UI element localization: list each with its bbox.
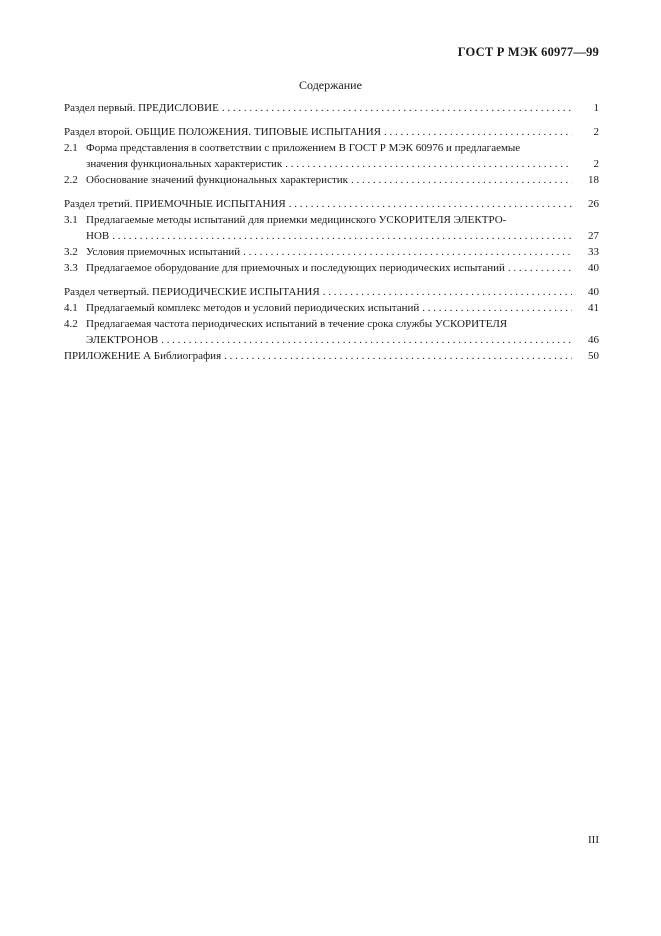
toc-entry-line	[64, 196, 599, 212]
toc-dot-leader	[224, 348, 572, 364]
table-of-contents	[64, 100, 599, 364]
toc-entry-number: 3.3	[64, 262, 78, 274]
toc-entry-text: Предлагаемый комплекс методов и условий периодических испытаний	[86, 302, 420, 314]
document-code: ГОСТ Р МЭК 60977—99	[457, 45, 599, 59]
toc-entry-line	[64, 124, 599, 140]
toc-entry-line	[64, 172, 599, 188]
toc-entry[interactable]	[64, 316, 599, 348]
toc-entry-line	[64, 228, 599, 244]
toc-dot-leader	[112, 228, 572, 244]
toc-dot-leader	[351, 172, 572, 188]
toc-entry[interactable]	[64, 348, 599, 364]
toc-dot-leader	[222, 100, 572, 116]
toc-entry-page: 46	[588, 334, 599, 346]
toc-entry-text: Раздел второй. ОБЩИЕ ПОЛОЖЕНИЯ. ТИПОВЫЕ ИСПЫТАНИЯ	[64, 126, 381, 138]
toc-entry-text: НОВ	[86, 230, 110, 242]
toc-entry-page: 1	[593, 102, 599, 114]
toc-entry[interactable]	[64, 124, 599, 140]
toc-gap	[64, 116, 599, 124]
toc-entry-text: Раздел четвертый. ПЕРИОДИЧЕСКИЕ ИСПЫТАНИЯ	[64, 286, 320, 298]
toc-entry[interactable]	[64, 100, 599, 116]
toc-entry-line	[64, 332, 599, 348]
toc-entry-page: 18	[588, 174, 599, 186]
toc-entry-line	[64, 284, 599, 300]
toc-entry[interactable]	[64, 260, 599, 276]
toc-entry-number: 3.1	[64, 214, 78, 226]
toc-entry-text: Форма представления в соответствии с приложением В ГОСТ Р МЭК 60976 и предлагаемые	[86, 142, 521, 154]
toc-entry-number: 4.1	[64, 302, 78, 314]
toc-entry-line	[64, 140, 599, 156]
toc-entry-page: 2	[593, 126, 599, 138]
toc-entry-line	[64, 316, 599, 332]
toc-entry-line	[64, 212, 599, 228]
page-number: III	[588, 834, 599, 846]
toc-entry-page: 40	[588, 286, 599, 298]
toc-dot-leader	[508, 260, 572, 276]
toc-dot-leader	[285, 156, 572, 172]
toc-entry-page: 40	[588, 262, 599, 274]
toc-entry-line	[64, 100, 599, 116]
toc-entry-number: 4.2	[64, 318, 78, 330]
toc-dot-leader	[422, 300, 572, 316]
toc-entry[interactable]	[64, 196, 599, 212]
toc-entry-text: Предлагаемое оборудование для приемочных и последующих периодических испытаний	[86, 262, 505, 274]
toc-entry-text: значения функциональных характеристик	[86, 158, 283, 170]
toc-entry-line	[64, 348, 599, 364]
toc-entry-page: 2	[593, 158, 599, 170]
toc-dot-leader	[243, 244, 572, 260]
toc-entry-line	[64, 156, 599, 172]
toc-entry-text: Предлагаемая частота периодических испытаний в течение срока службы УСКОРИТЕЛЯ	[86, 318, 508, 330]
toc-entry-page: 26	[588, 198, 599, 210]
toc-dot-leader	[161, 332, 572, 348]
toc-entry-number: 3.2	[64, 246, 78, 258]
toc-dot-leader	[384, 124, 572, 140]
toc-entry-text: Предлагаемые методы испытаний для приемки медицинского УСКОРИТЕЛЯ ЭЛЕКТРО-	[86, 214, 507, 226]
toc-entry[interactable]	[64, 244, 599, 260]
toc-title: Содержание	[299, 78, 362, 92]
toc-entry[interactable]	[64, 140, 599, 172]
toc-entry-page: 33	[588, 246, 599, 258]
toc-entry[interactable]	[64, 284, 599, 300]
toc-entry[interactable]	[64, 300, 599, 316]
toc-entry-text: ПРИЛОЖЕНИЕ А Библиография	[64, 350, 222, 362]
toc-dot-leader	[289, 196, 572, 212]
toc-entry-text: Условия приемочных испытаний	[86, 246, 241, 258]
toc-entry-line	[64, 300, 599, 316]
toc-entry-line	[64, 260, 599, 276]
toc-entry-number: 2.1	[64, 142, 78, 154]
toc-dot-leader	[323, 284, 572, 300]
toc-entry-number: 2.2	[64, 174, 78, 186]
toc-entry-line	[64, 244, 599, 260]
toc-entry-text: Раздел первый. ПРЕДИСЛОВИЕ	[64, 102, 219, 114]
toc-entry-page: 27	[588, 230, 599, 242]
toc-entry-text: Раздел третий. ПРИЕМОЧНЫЕ ИСПЫТАНИЯ	[64, 198, 286, 210]
toc-gap	[64, 188, 599, 196]
toc-entry-text: Обоснование значений функциональных характеристик	[86, 174, 348, 186]
toc-entry-text: ЭЛЕКТРОНОВ	[86, 334, 159, 346]
toc-entry-page: 50	[588, 350, 599, 362]
toc-entry-page: 41	[588, 302, 599, 314]
toc-gap	[64, 276, 599, 284]
toc-entry[interactable]	[64, 212, 599, 244]
toc-entry[interactable]	[64, 172, 599, 188]
